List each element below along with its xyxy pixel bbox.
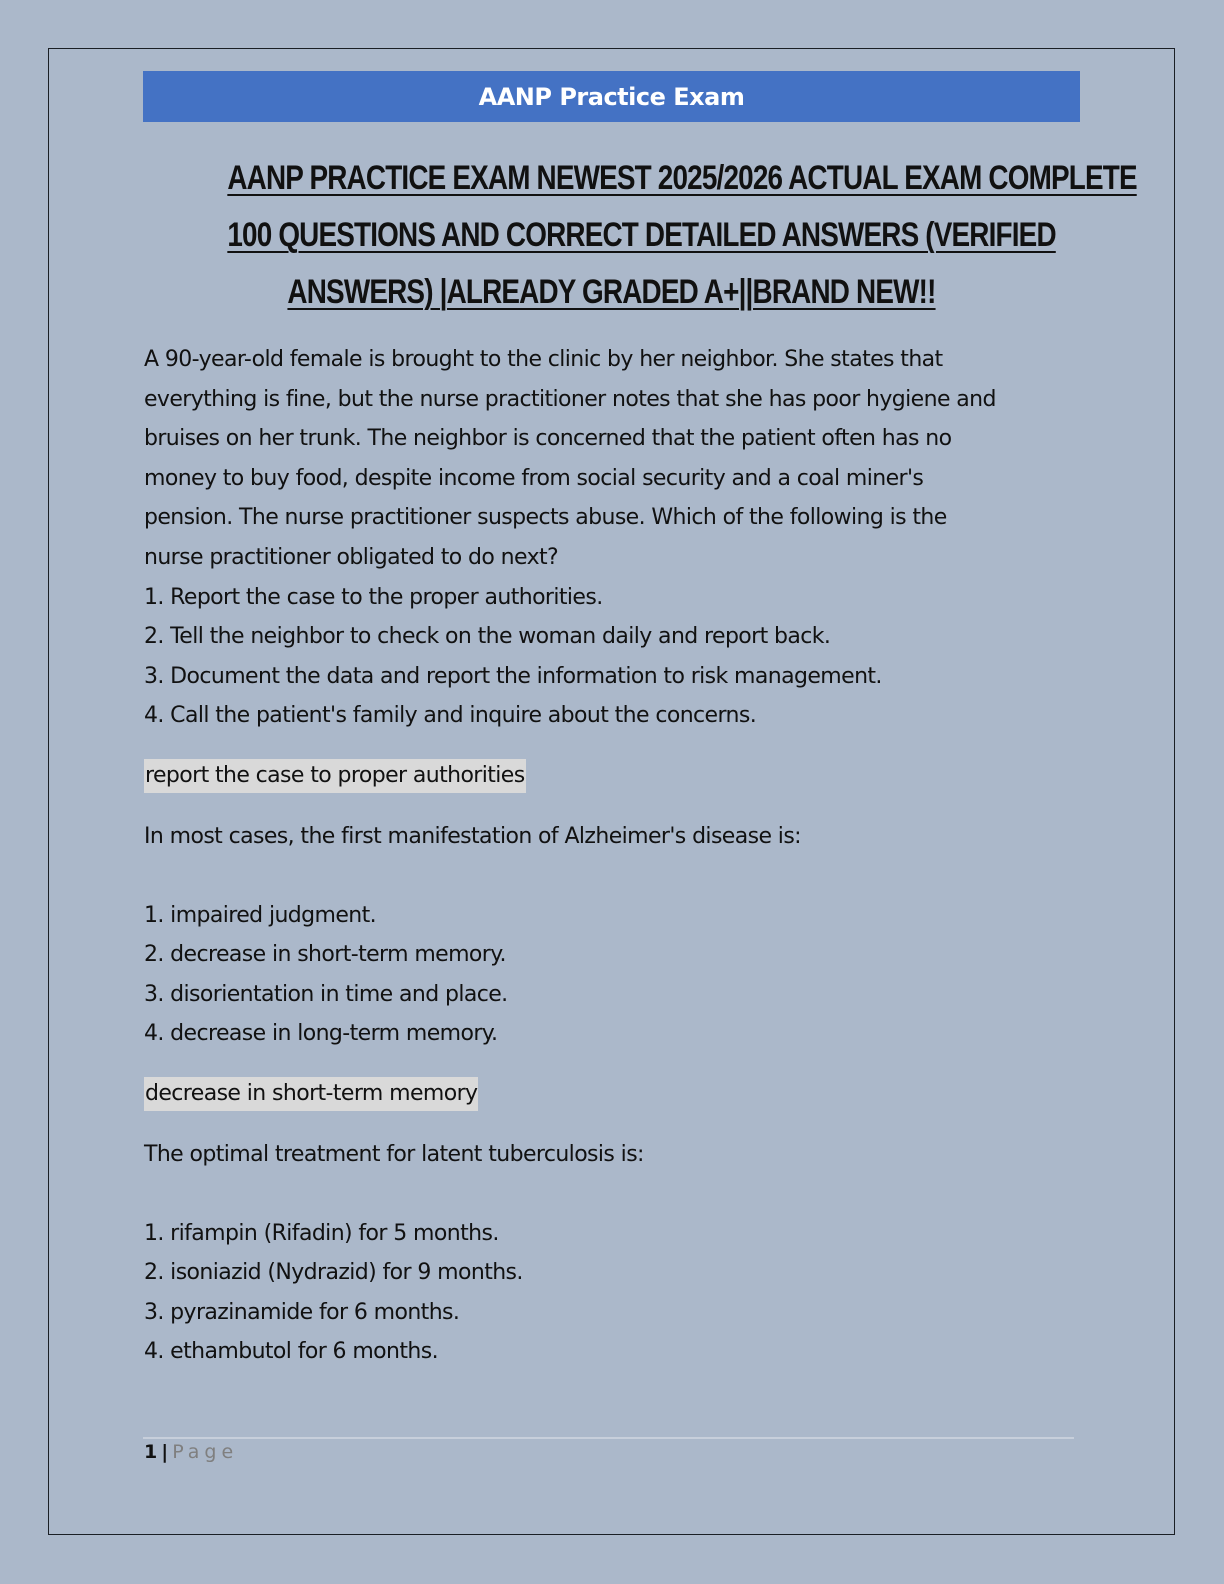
footer-separator: | [161, 1441, 169, 1463]
question-stem-line: everything is fine, but the nurse practitioner notes that she has poor hygiene and [144, 386, 996, 412]
question-stem-line: In most cases, the first manifestation of Alzheimer's disease is: [144, 823, 801, 849]
page-label: Page [172, 1441, 239, 1463]
question-stem [144, 817, 1084, 857]
answer-option: 3. disorientation in time and place. [144, 981, 508, 1007]
document-title [227, 150, 1137, 321]
correct-answer: decrease in short-term memory [144, 1077, 478, 1111]
answer-option: 2. decrease in short-term memory. [144, 942, 506, 968]
question-stem-line: nurse practitioner obligated to do next? [144, 544, 559, 570]
question-stem-line: A 90-year-old female is brought to the clinic by her neighbor. She states that [144, 347, 943, 372]
answer-option: 2. Tell the neighbor to check on the woman daily and report back. [144, 624, 831, 650]
answer-option: 4. Call the patient's family and inquire about the concerns. [144, 703, 757, 729]
answer-option: 1. rifampin (Rifadin) for 5 months. [144, 1220, 499, 1246]
answer-option: 2. isoniazid (Nydrazid) for 9 months. [144, 1260, 523, 1286]
question-stem [144, 1135, 1084, 1175]
page-number: 1 [144, 1441, 158, 1463]
answer-options [144, 1214, 1084, 1372]
correct-answer: report the case to proper authorities [144, 759, 526, 793]
question-block [144, 817, 1084, 1117]
question-stem-line: bruises on her trunk. The neighbor is concerned that the patient often has no [144, 426, 952, 452]
question-stem-line: The optimal treatment for latent tuberculosis is: [144, 1141, 644, 1167]
page-footer [144, 1441, 238, 1463]
answer-option: 3. Document the data and report the information to risk management. [144, 663, 882, 689]
answer-options [144, 896, 1084, 1054]
answer-option: 4. decrease in long-term memory. [144, 1021, 498, 1047]
answer-option: 3. pyrazinamide for 6 months. [144, 1299, 460, 1325]
question-block [144, 1135, 1084, 1372]
answer-option: 4. ethambutol for 6 months. [144, 1339, 438, 1365]
header-banner [143, 71, 1080, 122]
question-block [144, 340, 1084, 799]
question-stem-line: pension. The nurse practitioner suspects abuse. Which of the following is the [144, 505, 947, 531]
document-title-line: 100 QUESTIONS AND CORRECT DETAILED ANSWERS (VERIFIED [227, 216, 1056, 254]
document-title-line: ANSWERS) |ALREADY GRADED A+||BRAND NEW!! [287, 273, 936, 311]
answer-option: 1. Report the case to the proper authorities. [144, 584, 603, 610]
answer-options [144, 578, 1084, 736]
footer-divider [143, 1437, 1074, 1439]
question-stem [144, 340, 1084, 578]
header-banner-title: AANP Practice Exam [478, 82, 745, 111]
document-body [144, 340, 1084, 1372]
question-stem-line: money to buy food, despite income from social security and a coal miner's [144, 465, 924, 491]
answer-option: 1. impaired judgment. [144, 902, 377, 928]
document-title-line: AANP PRACTICE EXAM NEWEST 2025/2026 ACTUAL EXAM COMPLETE [227, 159, 1137, 197]
